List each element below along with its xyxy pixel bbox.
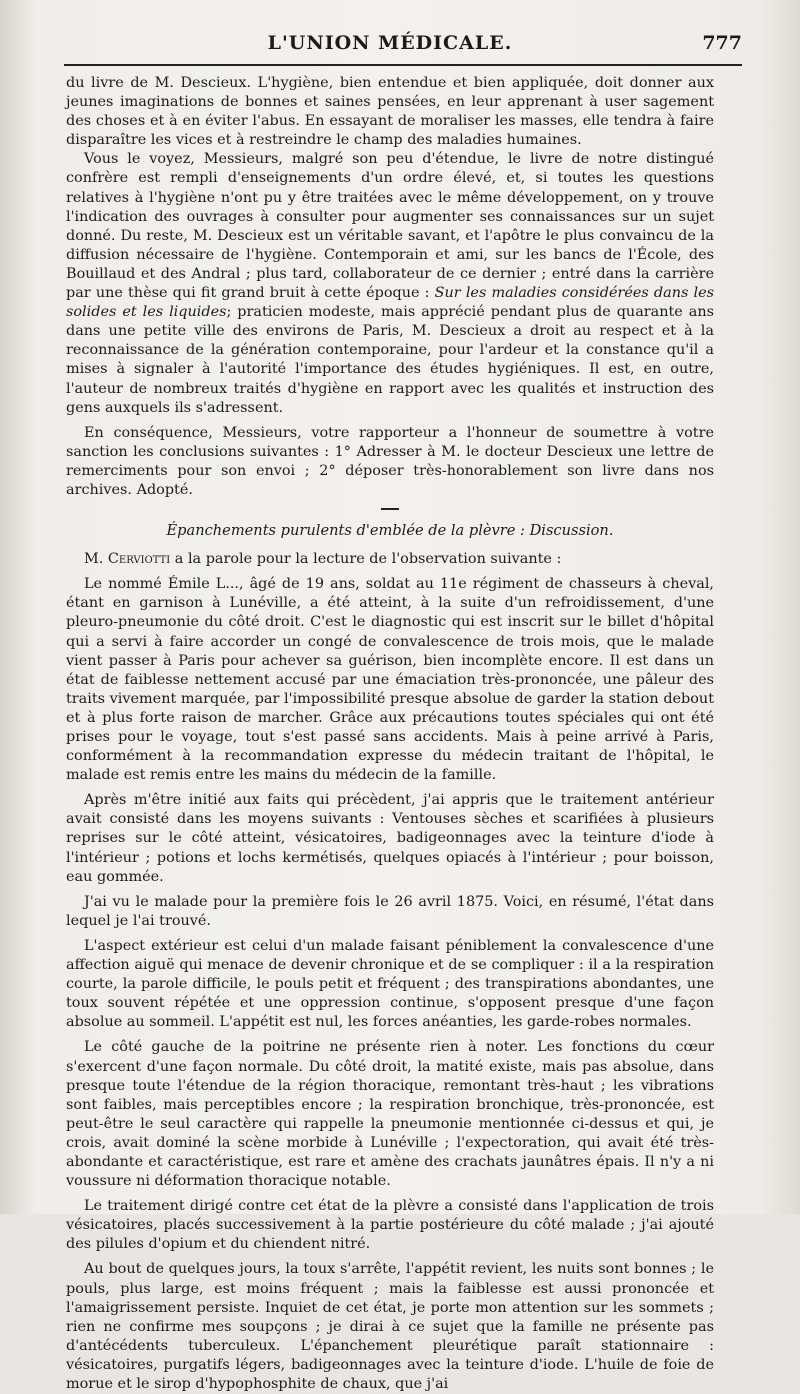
header-rule (64, 64, 742, 66)
running-title: L'UNION MÉDICALE. (267, 32, 513, 54)
paragraph-3: En conséquence, Messieurs, votre rapporteur a l'honneur de soumettre à votre sanction les conclusions suivantes : 1° Adresser à M. le docteur Descieux une lettre de remerciments pour son envoi ; 2° déposer très-honorablement son livre dans nos archives. Adopté. (66, 424, 714, 498)
page-number: 777 (702, 32, 742, 54)
thesis-title: Sur les maladies considérées dans les solides et les liquides (66, 285, 714, 321)
paragraph-2-part-b: ; praticien modeste, mais apprécié pendant plus de quarante ans dans une petite ville des environs de Paris, M. Descieux a droit au respect et à la reconnaissance de la génération contemporaine, pour l'ardeur et la constance qu'il a mises à signaler à l'autorité l'importance des études hygiéniques. Il est, en outre, l'auteur de nombreux traités d'hygiène en rapport avec les qualités et instruction des gens auxquels ils s'adressent. (66, 304, 714, 416)
paragraph-2-part-a: Vous le voyez, Messieurs, malgré son peu d'étendue, le livre de notre distingué confrère est rempli d'enseignements d'un ordre élevé, et, si toutes les questions relatives à l'hygiène n'ont pu y être traitées avec le même développement, on y trouve l'indication des ouvrages à consulter pour augmenter ses connaissances sur un sujet donné. Du reste, M. Descieux est un véritable savant, et l'apôtre le plus convaincu de la diffusion nécessaire de l'hygiène. Contemporain et ami, sur les bancs de l'École, des Bouillaud et des Andral ; plus tard, collaborateur de ce dernier ; entré dans la carrière par une thèse qui fit grand bruit à cette époque : (66, 151, 714, 302)
body-text (66, 74, 714, 1394)
paragraph-2 (66, 150, 714, 417)
paragraph-4-text: a la parole pour la lecture de l'observation suivante : (174, 551, 562, 568)
speaker-name: M. Cerviotti (84, 551, 171, 568)
section-title: Épanchements purulents d'emblée de la plèvre : Discussion. (166, 522, 614, 540)
section-divider (66, 500, 714, 519)
paragraph-4 (66, 550, 714, 569)
paragraph-9: Le côté gauche de la poitrine ne présente rien à noter. Les fonctions du cœur s'exercent d'une façon normale. Du côté droit, la matité existe, mais pas absolue, dans presque toute l'étendue de la région thoracique, remontant très-haut ; les vibrations sont faibles, mais perceptibles encore ; la respiration bronchique, très-prononcée, est peut-être le seul caractère qui rappelle la pneumonie mentionnée ci-dessus et qui, je crois, avait dominé la scène morbide à Lunéville ; l'expectoration, qui avait été très-abondante et caractéristique, est rare et amène des crachats jaunâtres épais. Il n'y a ni voussure ni déformation thoracique notable. (66, 1039, 714, 1190)
paragraph-11: Au bout de quelques jours, la toux s'arrête, l'appétit revient, les nuits sont bonnes ; le pouls, plus large, est moins fréquent ; mais la faiblesse est aussi prononcée et l'amaigrissement persiste. Inquiet de cet état, je porte mon attention sur les sommets ; rien ne confirme mes soupçons ; je dirai à ce sujet que la famille ne présente pas d'antécédents tuberculeux. L'épanchement pleurétique paraît stationnaire : vésicatoires, purgatifs légers, badigeonnages avec la teinture d'iode. L'huile de foie de morue et le sirop d'hypophosphite de chaux, que j'ai (66, 1261, 714, 1392)
paragraph-7: J'ai vu le malade pour la première fois le 26 avril 1875. Voici, en résumé, l'état dans lequel je l'ai trouvé. (66, 893, 714, 929)
paragraph-6: Après m'être initié aux faits qui précèdent, j'ai appris que le traitement antérieur avait consisté dans les moyens suivants : Ventouses sèches et scarifiées à plusieurs reprises sur le côté atteint, vésicatoires, badigeonnages avec la teinture d'iode à l'intérieur ; potions et lochs kermétisés, quelques opiacés à l'intérieur ; pour boisson, eau gommée. (66, 792, 714, 885)
paragraph-5: Le nommé Émile L..., âgé de 19 ans, soldat au 11e régiment de chasseurs à cheval, étant en garnison à Lunéville, a été atteint, à la suite d'un refroidissement, d'une pleuro-pneumonie du côté droit. C'est le diagnostic qui est inscrit sur le billet d'hôpital qui a servi à faire accorder un congé de convalescence de trois mois, que le malade vient passer à Paris pour achever sa guérison, bien incomplète encore. Il est dans un état de faiblesse nettement accusé par une émaciation très-prononcée, une pâleur des traits vivement marquée, par l'impossibilité presque absolue de garder la station debout et à plus forte raison de marcher. Grâce aux précautions toutes spéciales qui ont été prises pour le voyage, tout s'est passé sans accidents. Mais à peine arrivé à Paris, conformément à la recommandation expresse du médecin traitant de l'hôpital, le malade est remis entre les mains du médecin de la famille. (66, 576, 714, 784)
paragraph-8: L'aspect extérieur est celui d'un malade faisant péniblement la convalescence d'une affection aiguë qui menace de devenir chronique et de se compliquer : il a la respiration courte, la parole difficile, le pouls petit et fréquent ; des transpirations abondantes, une toux souvent répétée et une oppression continue, s'opposent presque d'une façon absolue au sommeil. L'appétit est nul, les forces anéanties, les garde-robes normales. (66, 937, 714, 1031)
paragraph-1: du livre de M. Descieux. L'hygiène, bien entendue et bien appliquée, doit donner aux jeunes imaginations de bonnes et saines pensées, en leur apprenant à user sagement des choses et à en éviter l'abus. En essayant de moraliser les masses, elle tendra à faire disparaître les vices et à restreindre le champ des maladies humaines. (66, 75, 714, 149)
page-header (64, 28, 742, 68)
paragraph-10: Le traitement dirigé contre cet état de la plèvre a consisté dans l'application de trois vésicatoires, placés successivement à la partie postérieure du côté malade ; j'ai ajouté des pilules d'opium et du chiendent nitré. (66, 1198, 714, 1253)
